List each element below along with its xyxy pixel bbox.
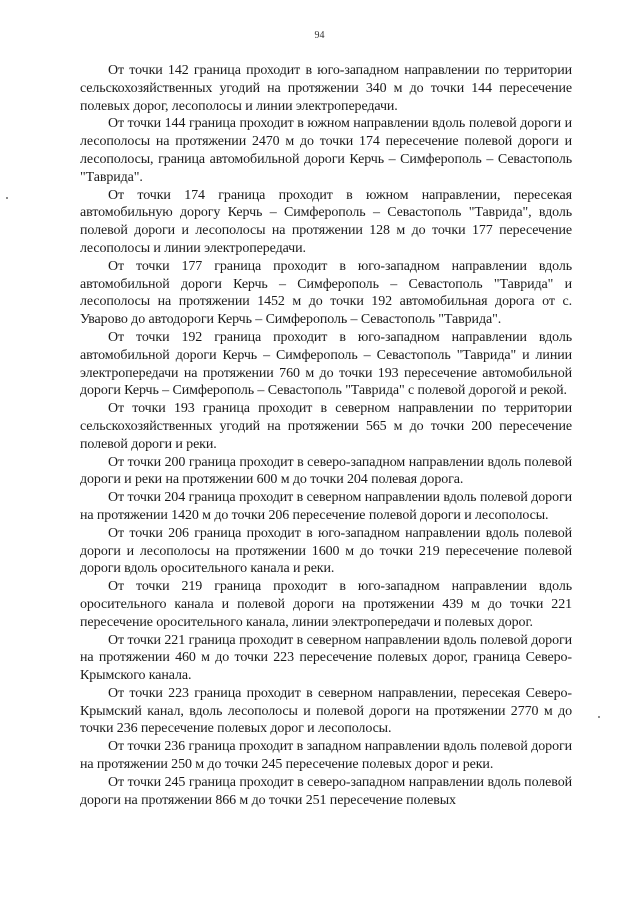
boundary-paragraph: От точки 177 граница проходит в юго-западном направлении вдоль автомобильной дороги Керчь – Симферополь – Севастополь "Таврида" и лесополосы на протяжении 1452 м до точки 192 автомобильная дорога от с. Уварово до автодороги Керчь – Симферополь – Севастополь "Таврида". — [80, 258, 572, 328]
boundary-paragraph: От точки 192 граница проходит в юго-западном направлении вдоль автомобильной дороги Керчь – Симферополь – Севастополь "Таврида" и линии электропередачи на протяжении 760 м до точки 193 пересечение автомобильной дороги Керчь – Симферополь – Севастополь "Таврида" с полевой дорогой и рекой. — [80, 329, 572, 399]
boundary-paragraph: От точки 236 граница проходит в западном направлении вдоль полевой дороги на протяжении 250 м до точки 245 пересечение полевых дорог и реки. — [80, 739, 572, 773]
boundary-paragraph: От точки 204 граница проходит в северном направлении вдоль полевой дороги на протяжении 1420 м до точки 206 пересечение полевой дороги и лесополосы. — [80, 490, 572, 523]
boundary-paragraph: От точки 144 граница проходит в южном направлении вдоль полевой дороги и лесополосы на протяжении 2470 м до точки 174 пересечение полевой дороги и лесополосы, граница автомобильной дороги Керчь – Симферополь – Севастополь "Таврида". — [80, 116, 572, 185]
boundary-paragraph: От точки 174 граница проходит в южном направлении, пересекая автомобильную дорогу Керчь – Симферополь – Севастополь "Таврида", вдоль полевой дороги и лесополосы на протяжении 128 м до точки 177 пересечение лесополосы и линии электропередачи. — [80, 187, 572, 256]
boundary-paragraph: От точки 221 граница проходит в северном направлении вдоль полевой дороги на протяжении 460 м до точки 223 пересечение полевых дорог, граница Северо-Крымского канала. — [80, 632, 572, 684]
document-body — [80, 62, 572, 809]
boundary-paragraph: От точки 142 граница проходит в юго-западном направлении по территории сельскохозяйственных угодий на протяжении 340 м до точки 144 пересечение полевых дорог, лесополосы и линии электропередачи. — [80, 63, 572, 114]
boundary-paragraph: От точки 200 граница проходит в северо-западном направлении вдоль полевой дороги и реки на протяжении 600 м до точки 204 полевая дорога. — [80, 454, 572, 488]
boundary-paragraph: От точки 245 граница проходит в северо-западном направлении вдоль полевой дороги на протяжении 866 м до точки 251 пересечение полевых — [80, 774, 572, 808]
boundary-paragraph: От точки 219 граница проходит в юго-западном направлении вдоль оросительного канала и полевой дороги на протяжении 439 м до точки 221 пересечение оросительного канала, линии электропередачи и полевых дорог. — [80, 579, 572, 630]
boundary-paragraph: От точки 193 граница проходит в северном направлении по территории сельскохозяйственных угодий на протяжении 565 м до точки 200 пересечение полевой дороги и реки. — [80, 401, 572, 452]
scan-speck — [598, 716, 600, 718]
page-number: 94 — [314, 30, 325, 41]
boundary-paragraph: От точки 223 граница проходит в северном направлении, пересекая Северо-Крымский канал, вдоль лесополосы и полевой дороги на протяжении 2770 м до точки 236 пересечение полевых дорог и лесополосы. — [80, 685, 572, 737]
boundary-paragraph: От точки 206 граница проходит в юго-западном направлении вдоль полевой дороги и лесополосы на протяжении 1600 м до точки 219 пересечение полевой дороги вдоль оросительного канала и реки. — [80, 525, 572, 577]
scan-speck — [6, 197, 8, 199]
